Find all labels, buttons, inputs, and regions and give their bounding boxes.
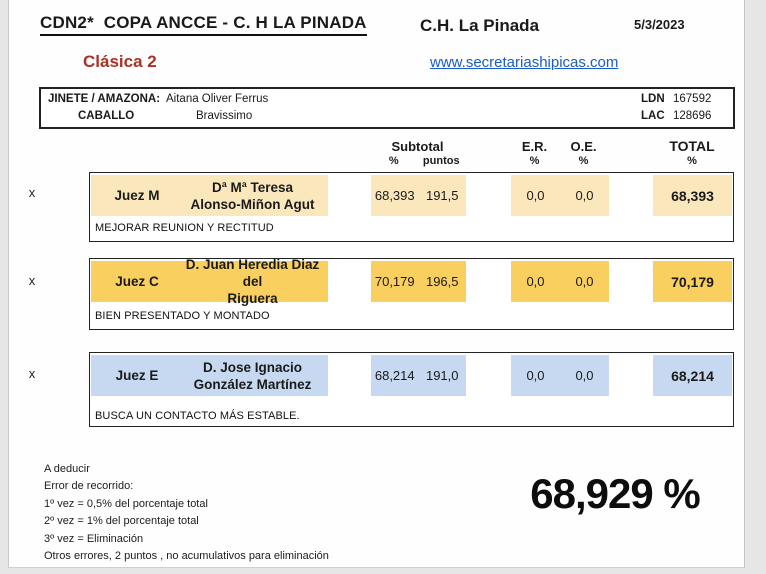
column-header-er: E.R. [521,139,548,154]
judge-c-name: D. Juan Heredia Diaz del Riguera [185,257,320,306]
rider-license-label: LDN [641,92,665,105]
judge-c-oe-value: 0,0 [575,274,594,289]
judge-m-selected-mark: x [28,185,36,200]
judge-c-position: Juez C [115,274,159,289]
judge-c-subtotal-cell [371,261,466,302]
judge-c-er-oe-cell [511,261,609,302]
judge-m-section [89,172,734,242]
judge-c-selected-mark: x [28,273,36,288]
horse-name: Bravissimo [196,110,253,123]
column-header-subtotal: Subtotal [391,139,444,154]
column-header-total: TOTAL [669,138,715,154]
rider-label: JINETE / AMAZONA: [48,92,161,105]
judge-m-position: Juez M [114,188,160,203]
judge-c-subtotal-points: 196,5 [425,274,459,289]
column-header-oe: O.E. [570,139,597,154]
judge-m-er-oe-cell [511,175,609,216]
judge-m-name: Dª Mª Teresa Alonso-Miñon Agut [190,179,315,212]
judge-m-oe-value: 0,0 [575,188,594,203]
horse-row [41,109,733,124]
judge-c-subtotal-pct: 70,179 [374,274,415,289]
judge-m-name-cell [91,175,328,216]
judge-e-subtotal-points: 191,0 [425,368,459,383]
judge-c-section [89,258,734,330]
judge-e-name-cell [91,355,328,396]
judge-m-subtotal-points: 191,5 [425,188,459,203]
judge-c-total-cell [653,261,732,302]
horse-license-number: 128696 [673,110,712,123]
competition-title: CDN2* COPA ANCCE - C. H LA PINADA [40,13,367,36]
rider-license-number: 167592 [673,92,712,105]
deduction-title: A deducir [44,463,90,475]
column-header-subtotal-units [370,155,465,167]
judge-e-er-value: 0,0 [526,368,545,383]
column-header-er-pct: % [529,155,540,167]
website-link[interactable]: www.secretariashipicas.com [430,54,619,71]
judge-e-total-value: 68,214 [671,367,714,384]
judge-e-comment: BUSCA UN CONTACTO MÁS ESTABLE. [95,410,300,422]
column-header-er-oe [510,139,608,154]
event-date: 5/3/2023 [634,17,685,32]
judge-e-subtotal-pct: 68,214 [374,368,415,383]
judge-e-er-oe-cell [511,355,609,396]
judge-e-position: Juez E [115,368,159,383]
judge-m-comment: MEJORAR REUNION Y RECTITUD [95,222,274,234]
judge-m-subtotal-pct: 68,393 [374,188,415,203]
entry-info-box [39,87,735,129]
rule-third-error: 3º vez = Eliminación [44,532,144,545]
column-header-total-pct: % [687,155,697,167]
class-name: Clásica 2 [83,52,157,71]
judge-e-subtotal-cell [371,355,466,396]
final-score: 68,929 % [530,470,700,517]
column-header-subtotal-points: puntos [422,155,460,167]
judge-m-total-value: 68,393 [671,187,714,204]
rider-name: Aitana Oliver Ferrus [166,92,269,105]
judge-e-section [89,352,734,427]
column-header-subtotal-pct: % [388,155,399,167]
column-header-er-oe-pct [510,155,608,167]
judge-c-comment: BIEN PRESENTADO Y MONTADO [95,310,270,322]
judge-c-name-cell [91,257,328,306]
judge-c-total-value: 70,179 [671,273,714,290]
rule-other-errors: Otros errores, 2 puntos , no acumulativos para eliminación [44,550,329,563]
judge-e-name: D. Jose Ignacio González Martínez [193,359,312,392]
judge-m-subtotal-cell [371,175,466,216]
horse-label: CABALLO [78,110,135,123]
rule-first-error: 1º vez = 0,5% del porcentaje total [44,497,208,510]
judge-e-selected-mark: x [28,366,36,381]
horse-license-label: LAC [641,110,665,123]
rider-row [41,92,733,107]
rule-second-error: 2º vez = 1% del porcentaje total [44,515,199,528]
venue-name: C.H. La Pinada [420,16,540,35]
judge-e-oe-value: 0,0 [575,368,594,383]
judge-c-er-value: 0,0 [526,274,545,289]
deduction-rules [44,461,329,565]
judge-m-total-cell [653,175,732,216]
judge-e-total-cell [653,355,732,396]
course-error-title: Error de recorrido: [44,480,134,493]
judge-m-er-value: 0,0 [526,188,545,203]
column-header-oe-pct: % [578,155,589,167]
